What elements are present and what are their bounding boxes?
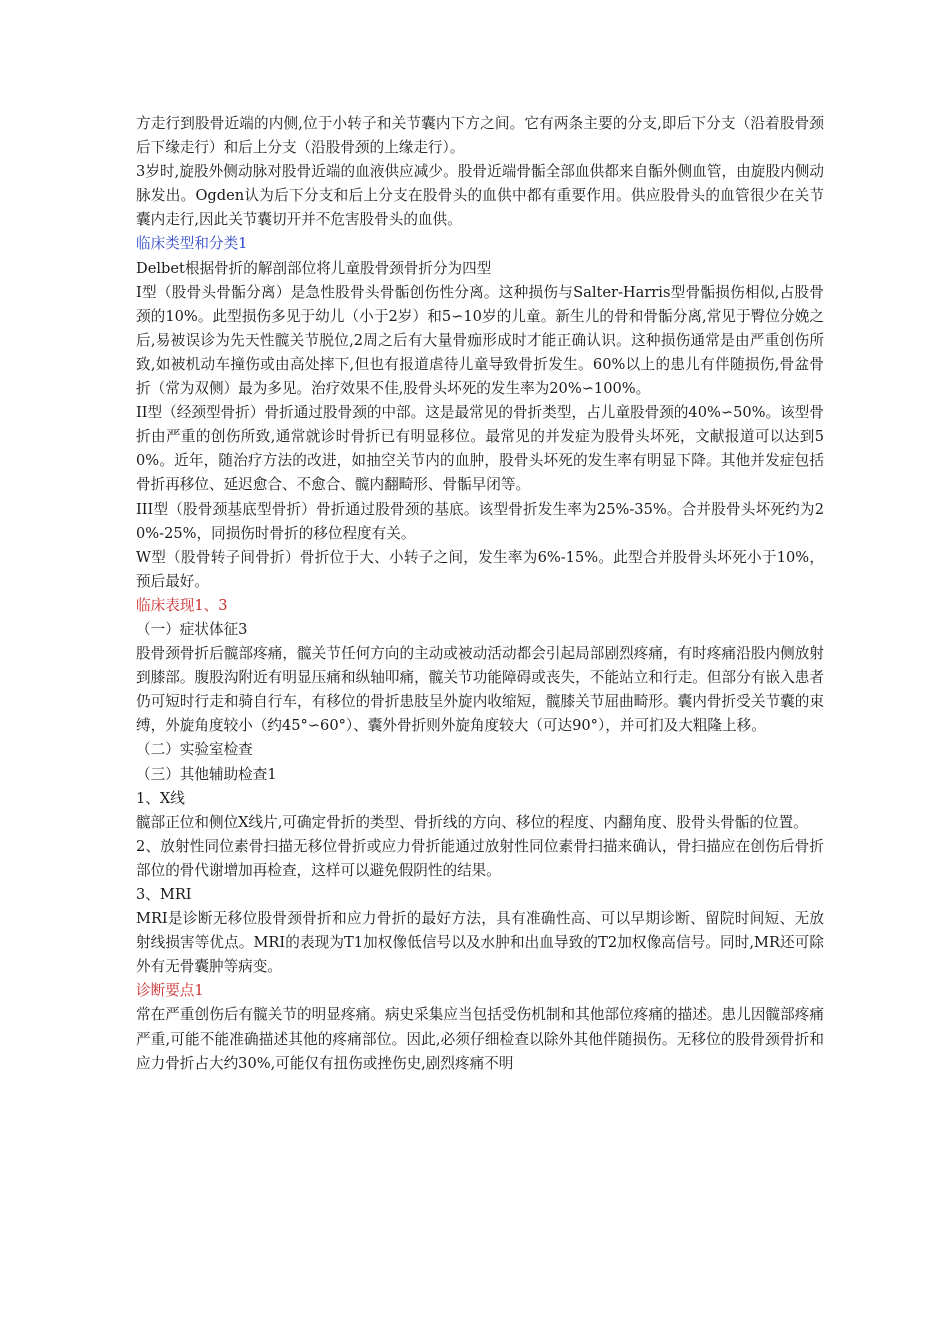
document-page (136, 112, 824, 1076)
item-xray-heading: 1、X线 (136, 789, 185, 807)
paragraph-bone-scan: 2、放射性同位素骨扫描无移位骨折或应力骨折能通过放射性同位素骨扫描来确认，骨扫描应在创伤后骨折部位的骨代谢增加再检查，这样可以避免假阴性的结果。 (136, 837, 824, 879)
section-heading-clinical-manifestations: 临床表现1、3 (136, 596, 228, 614)
paragraph-diagnosis: 常在严重创伤后有髋关节的明显疼痛。病史采集应当包括受伤机制和其他部位疼痛的描述。患儿因髋部疼痛严重,可能不能准确描述其他的疼痛部位。因此,必须仔细检查以除外其他伴随损伤。无移位的股骨颈骨折和应力骨折占大约30%,可能仅有扭伤或挫伤史,剧烈疼痛不明 (136, 1006, 824, 1072)
paragraph-type-4: W型（股骨转子间骨折）骨折位于大、小转子之间，发生率为6%-15%。此型合并股骨头坏死小于10%，预后最好。 (136, 548, 824, 590)
subheading-lab-tests: （二）实验室检查 (136, 741, 253, 759)
paragraph-delbet-classification: Delbet根据骨折的解剖部位将儿童股骨颈骨折分为四型 (136, 259, 492, 277)
paragraph-symptoms: 股骨颈骨折后髋部疼痛，髋关节任何方向的主动或被动活动都会引起局部剧烈疼痛，有时疼痛沿股内侧放射到膝部。腹股沟附近有明显压痛和纵轴叩痛，髋关节功能障碍或丧失，不能站立和行走。但部分有嵌入患者仍可短时行走和骑自行车，有移位的骨折患肢呈外旋内收缩短，髋膝关节屈曲畸形。囊内骨折受关节囊的束缚，外旋角度较小（约45°∽60°）、囊外骨折则外旋角度较大（可达90°），并可扪及大粗隆上移。 (136, 645, 824, 735)
paragraph-type-3: III型（股骨颈基底型骨折）骨折通过股骨颈的基底。该型骨折发生率为25%-35%。合并股骨头坏死约为20%-25%，同损伤时骨折的移位程度有关。 (136, 500, 824, 542)
paragraph-blood-supply-age-3: 3岁时,旋股外侧动脉对股骨近端的血液供应减少。股骨近端骨骺全部血供都来自骺外侧血管，由旋股内侧动脉发出。Ogden认为后下分支和后上分支在股骨头的血供中都有重要作用。供应股骨头的血管很少在关节囊内走行,因此关节囊切开并不危害股骨头的血供。 (136, 163, 824, 229)
subheading-symptoms-signs: （一）症状体征3 (136, 620, 248, 638)
paragraph-mri: MRI是诊断无移位股骨颈骨折和应力骨折的最好方法，具有准确性高、可以早期诊断、留院时间短、无放射线损害等优点。MRI的表现为T1加权像低信号以及水肿和出血导致的T2加权像高信号。同时,MR还可除外有无骨囊肿等病变。 (136, 910, 824, 976)
paragraph-type-1: I型（股骨头骨骺分离）是急性股骨头骨骺创伤性分离。这种损伤与Salter-Harris型骨骺损伤相似,占股骨颈的10%。此型损伤多见于幼儿（小于2岁）和5∽10岁的儿童。新生儿的骨和骨骺分离,常见于臀位分娩之后,易被误诊为先天性髋关节脱位,2周之后有大量骨痂形成时才能正确认识。这种损伤通常是由严重创伤所致,如被机动车撞伤或由高处摔下,但也有报道虐待儿童导致骨折发生。60%以上的患儿有伴随损伤,骨盆骨折（常为双侧）最为多见。治疗效果不佳,股骨头坏死的发生率为20%∽100%。 (136, 283, 824, 398)
paragraph-xray: 髋部正位和侧位X线片,可确定骨折的类型、骨折线的方向、移位的程度、内翻角度、股骨头骨骺的位置。 (136, 813, 808, 831)
paragraph-type-2: II型（经颈型骨折）骨折通过股骨颈的中部。这是最常见的骨折类型，占儿童股骨颈的40%∽50%。该型骨折由严重的创伤所致,通常就诊时骨折已有明显移位。最常见的并发症为股骨头坏死，文献报道可以达到50%。近年，随治疗方法的改进，如抽空关节内的血肿，股骨头坏死的发生率有明显下降。其他并发症包括骨折再移位、延迟愈合、不愈合、髋内翻畸形、骨骺早闭等。 (136, 404, 824, 494)
subheading-other-auxiliary-tests: （三）其他辅助检查1 (136, 765, 277, 783)
paragraph-femoral-neck-branches: 方走行到股骨近端的内侧,位于小转子和关节囊内下方之间。它有两条主要的分支,即后下分支（沿着股骨颈后下缘走行）和后上分支（沿股骨颈的上缘走行）。 (136, 115, 824, 157)
section-heading-clinical-types: 临床类型和分类1 (136, 235, 248, 253)
section-heading-diagnosis-points: 诊断要点1 (136, 982, 204, 1000)
item-mri-heading: 3、MRI (136, 886, 192, 903)
